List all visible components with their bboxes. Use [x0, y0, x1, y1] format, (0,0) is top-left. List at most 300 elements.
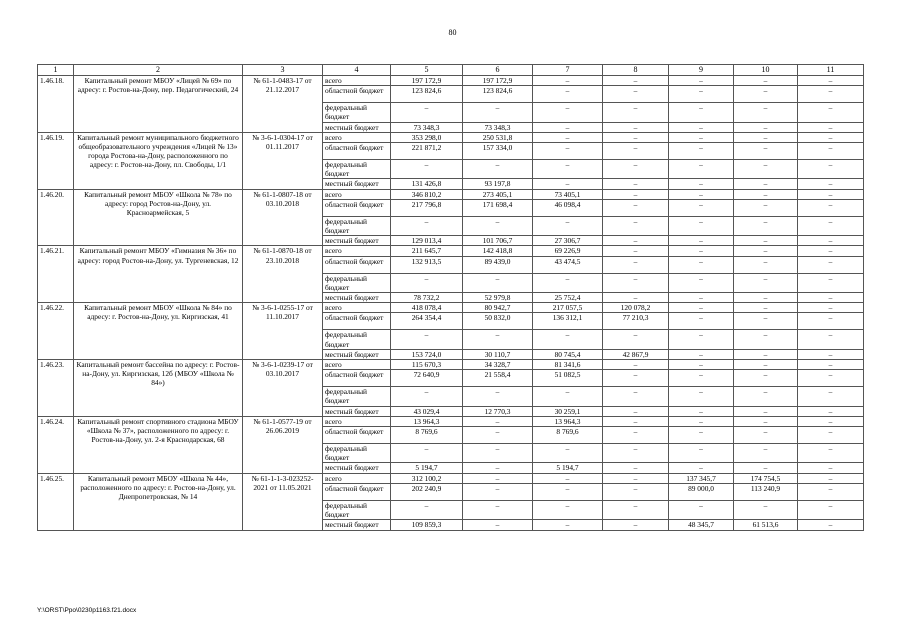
budget-type: федеральный бюджет — [323, 444, 391, 463]
budget-type: местный бюджет — [323, 463, 391, 473]
amount-cell: 46 098,4 — [533, 199, 603, 216]
amount-cell: – — [734, 143, 798, 160]
amount-cell: – — [603, 122, 669, 132]
amount-cell: – — [734, 236, 798, 246]
table-row — [38, 303, 864, 313]
amount-cell: – — [603, 160, 669, 179]
amount-cell: – — [463, 444, 533, 463]
amount-cell: – — [798, 246, 864, 256]
budget-type: всего — [323, 76, 391, 86]
amount-cell: 43 029,4 — [391, 406, 463, 416]
amount-cell: 51 082,5 — [533, 370, 603, 387]
amount-cell: 153 724,0 — [391, 349, 463, 359]
amount-cell: – — [669, 427, 734, 444]
amount-cell: – — [798, 370, 864, 387]
item-document: № 61-1-0577-19 от 26.06.2019 — [243, 416, 323, 473]
amount-cell: – — [669, 103, 734, 122]
table-row — [38, 76, 864, 86]
amount-cell: – — [463, 330, 533, 349]
amount-cell: – — [603, 500, 669, 519]
amount-cell: – — [669, 444, 734, 463]
amount-cell: – — [798, 360, 864, 370]
budget-type: областной бюджет — [323, 199, 391, 216]
amount-cell: – — [603, 86, 669, 103]
budget-type: местный бюджет — [323, 349, 391, 359]
budget-type: федеральный бюджет — [323, 273, 391, 292]
column-header-7: 7 — [533, 65, 603, 76]
amount-cell: 5 194,7 — [391, 463, 463, 473]
amount-cell: 80 745,4 — [533, 349, 603, 359]
amount-cell: – — [463, 473, 533, 483]
amount-cell: – — [533, 387, 603, 406]
amount-cell: – — [603, 416, 669, 426]
budget-type: федеральный бюджет — [323, 160, 391, 179]
amount-cell: – — [734, 406, 798, 416]
budget-table — [37, 64, 864, 531]
amount-cell: – — [463, 463, 533, 473]
amount-cell: 25 752,4 — [533, 293, 603, 303]
amount-cell: – — [463, 387, 533, 406]
budget-type: федеральный бюджет — [323, 330, 391, 349]
amount-cell: – — [533, 86, 603, 103]
amount-cell: – — [603, 483, 669, 500]
amount-cell: – — [533, 132, 603, 142]
amount-cell: – — [669, 416, 734, 426]
amount-cell: – — [533, 122, 603, 132]
amount-cell: – — [603, 256, 669, 273]
column-header-8: 8 — [603, 65, 669, 76]
amount-cell: – — [669, 216, 734, 235]
amount-cell: – — [798, 473, 864, 483]
amount-cell: – — [798, 463, 864, 473]
amount-cell: – — [463, 500, 533, 519]
amount-cell: – — [463, 427, 533, 444]
budget-type: федеральный бюджет — [323, 103, 391, 122]
amount-cell: – — [798, 179, 864, 189]
table-header-row — [38, 65, 864, 76]
amount-cell: – — [734, 189, 798, 199]
amount-cell: 101 706,7 — [463, 236, 533, 246]
amount-cell: – — [603, 387, 669, 406]
amount-cell: – — [798, 160, 864, 179]
budget-type: областной бюджет — [323, 483, 391, 500]
column-header-11: 11 — [798, 65, 864, 76]
item-document: № 61-1-1-3-023252-2021 от 11.05.2021 — [243, 473, 323, 530]
budget-type: всего — [323, 360, 391, 370]
amount-cell: – — [603, 189, 669, 199]
amount-cell: 174 754,5 — [734, 473, 798, 483]
amount-cell: – — [798, 216, 864, 235]
amount-cell: – — [734, 76, 798, 86]
amount-cell: – — [463, 160, 533, 179]
amount-cell: – — [734, 216, 798, 235]
amount-cell: – — [734, 416, 798, 426]
item-code: 1.46.24. — [38, 416, 74, 473]
item-description: Капитальный ремонт МБОУ «Школа № 78» по адресу: город Ростов-на-Дону, ул. Красноармейская, 5 — [74, 189, 243, 246]
amount-cell: 312 100,2 — [391, 473, 463, 483]
amount-cell: 12 770,3 — [463, 406, 533, 416]
amount-cell: – — [669, 236, 734, 246]
amount-cell: – — [669, 360, 734, 370]
item-code: 1.46.20. — [38, 189, 74, 246]
amount-cell: 69 226,9 — [533, 246, 603, 256]
amount-cell: – — [734, 360, 798, 370]
amount-cell: – — [603, 360, 669, 370]
amount-cell: 273 405,1 — [463, 189, 533, 199]
amount-cell: 346 810,2 — [391, 189, 463, 199]
amount-cell: – — [391, 160, 463, 179]
amount-cell: – — [669, 189, 734, 199]
column-header-6: 6 — [463, 65, 533, 76]
table-row — [38, 416, 864, 426]
amount-cell: – — [798, 427, 864, 444]
column-header-2: 2 — [74, 65, 243, 76]
amount-cell: – — [603, 293, 669, 303]
amount-cell: – — [463, 416, 533, 426]
budget-type: федеральный бюджет — [323, 500, 391, 519]
amount-cell: – — [669, 370, 734, 387]
amount-cell: – — [798, 256, 864, 273]
amount-cell: 30 259,1 — [533, 406, 603, 416]
amount-cell: – — [734, 313, 798, 330]
amount-cell: – — [669, 122, 734, 132]
amount-cell: – — [533, 444, 603, 463]
amount-cell: – — [463, 103, 533, 122]
budget-type: местный бюджет — [323, 179, 391, 189]
amount-cell: – — [798, 520, 864, 530]
amount-cell: – — [798, 76, 864, 86]
amount-cell: – — [533, 160, 603, 179]
amount-cell: – — [734, 160, 798, 179]
amount-cell: 61 513,6 — [734, 520, 798, 530]
amount-cell: – — [669, 86, 734, 103]
amount-cell: – — [734, 199, 798, 216]
budget-type: областной бюджет — [323, 86, 391, 103]
budget-type: областной бюджет — [323, 143, 391, 160]
amount-cell: – — [603, 199, 669, 216]
amount-cell: – — [734, 122, 798, 132]
amount-cell: – — [669, 293, 734, 303]
item-document: № 61-1-0807-18 от 03.10.2018 — [243, 189, 323, 246]
amount-cell: – — [734, 387, 798, 406]
amount-cell: – — [798, 416, 864, 426]
amount-cell: – — [734, 179, 798, 189]
amount-cell: – — [798, 330, 864, 349]
budget-type: областной бюджет — [323, 427, 391, 444]
amount-cell: – — [798, 406, 864, 416]
amount-cell: 123 824,6 — [463, 86, 533, 103]
amount-cell: 42 867,9 — [603, 349, 669, 359]
budget-type: областной бюджет — [323, 370, 391, 387]
amount-cell: – — [533, 483, 603, 500]
amount-cell: – — [391, 273, 463, 292]
amount-cell: – — [603, 143, 669, 160]
amount-cell: – — [669, 179, 734, 189]
amount-cell: – — [798, 143, 864, 160]
amount-cell: 13 964,3 — [533, 416, 603, 426]
amount-cell: 43 474,5 — [533, 256, 603, 273]
amount-cell: – — [533, 473, 603, 483]
budget-type: всего — [323, 132, 391, 142]
item-description: Капитальный ремонт МБОУ «Лицей № 69» по адресу: г. Ростов-на-Дону, пер. Педагогический, 24 — [74, 76, 243, 133]
amount-cell: – — [463, 273, 533, 292]
amount-cell: – — [603, 76, 669, 86]
amount-cell: – — [798, 236, 864, 246]
budget-type: всего — [323, 473, 391, 483]
amount-cell: – — [798, 444, 864, 463]
amount-cell: – — [603, 406, 669, 416]
item-description: Капитальный ремонт спортивного стадиона МБОУ «Школа № 37», расположенного по адресу: г. Ростов-на-Дону, ул. 2-я Краснодарская, 68 — [74, 416, 243, 473]
amount-cell: 217 796,8 — [391, 199, 463, 216]
amount-cell: – — [603, 179, 669, 189]
amount-cell: – — [533, 520, 603, 530]
amount-cell: – — [669, 76, 734, 86]
item-document: № 3-6-1-0255-17 от 11.10.2017 — [243, 303, 323, 360]
amount-cell: – — [669, 349, 734, 359]
column-header-4: 4 — [323, 65, 391, 76]
amount-cell: – — [603, 246, 669, 256]
item-description: Капитальный ремонт МБОУ «Школа № 84» по адресу: г. Ростов-на-Дону, ул. Киргизская, 41 — [74, 303, 243, 360]
amount-cell: – — [798, 349, 864, 359]
item-description: Капитальный ремонт МБОУ «Гимназия № 36» по адресу: город Ростов-на-Дону, ул. Тургеневская, 12 — [74, 246, 243, 303]
amount-cell: 197 172,9 — [391, 76, 463, 86]
amount-cell: 81 341,6 — [533, 360, 603, 370]
amount-cell: 171 698,4 — [463, 199, 533, 216]
amount-cell: 132 913,5 — [391, 256, 463, 273]
amount-cell: – — [463, 520, 533, 530]
amount-cell: 136 312,1 — [533, 313, 603, 330]
amount-cell: – — [798, 86, 864, 103]
amount-cell: – — [533, 179, 603, 189]
amount-cell: 5 194,7 — [533, 463, 603, 473]
amount-cell: 78 732,2 — [391, 293, 463, 303]
amount-cell: – — [734, 103, 798, 122]
amount-cell: 8 769,6 — [533, 427, 603, 444]
column-header-3: 3 — [243, 65, 323, 76]
amount-cell: – — [798, 189, 864, 199]
amount-cell: – — [603, 427, 669, 444]
amount-cell: – — [798, 199, 864, 216]
amount-cell: – — [734, 303, 798, 313]
amount-cell: 142 418,8 — [463, 246, 533, 256]
amount-cell: – — [603, 216, 669, 235]
amount-cell: 27 306,7 — [533, 236, 603, 246]
page-number: 80 — [448, 28, 457, 37]
amount-cell: – — [669, 273, 734, 292]
amount-cell: – — [798, 483, 864, 500]
amount-cell: 73 405,1 — [533, 189, 603, 199]
item-code: 1.46.23. — [38, 360, 74, 417]
item-description: Капитальный ремонт МБОУ «Школа № 44», расположенного по адресу: г. Ростов-на-Дону, ул. Днепропетровская, № 14 — [74, 473, 243, 530]
item-code: 1.46.25. — [38, 473, 74, 530]
table-row — [38, 189, 864, 199]
amount-cell: – — [603, 236, 669, 246]
amount-cell: – — [734, 500, 798, 519]
amount-cell: 73 348,3 — [391, 122, 463, 132]
budget-type: местный бюджет — [323, 293, 391, 303]
amount-cell: – — [463, 216, 533, 235]
amount-cell: – — [669, 387, 734, 406]
budget-type: федеральный бюджет — [323, 387, 391, 406]
amount-cell: 113 240,9 — [734, 483, 798, 500]
amount-cell: – — [603, 370, 669, 387]
amount-cell: – — [798, 500, 864, 519]
amount-cell: – — [669, 313, 734, 330]
budget-type: всего — [323, 303, 391, 313]
amount-cell: – — [463, 483, 533, 500]
column-header-9: 9 — [669, 65, 734, 76]
amount-cell: – — [734, 330, 798, 349]
amount-cell: 48 345,7 — [669, 520, 734, 530]
amount-cell: – — [669, 143, 734, 160]
amount-cell: 120 078,2 — [603, 303, 669, 313]
column-header-1: 1 — [38, 65, 74, 76]
budget-type: областной бюджет — [323, 256, 391, 273]
amount-cell: – — [533, 216, 603, 235]
amount-cell: 131 426,8 — [391, 179, 463, 189]
amount-cell: – — [603, 473, 669, 483]
amount-cell: – — [391, 103, 463, 122]
amount-cell: – — [391, 500, 463, 519]
amount-cell: – — [798, 122, 864, 132]
amount-cell: – — [798, 303, 864, 313]
amount-cell: – — [533, 143, 603, 160]
amount-cell: 202 240,9 — [391, 483, 463, 500]
amount-cell: 129 013,4 — [391, 236, 463, 246]
amount-cell: – — [734, 86, 798, 103]
amount-cell: 115 670,3 — [391, 360, 463, 370]
amount-cell: 250 531,8 — [463, 132, 533, 142]
amount-cell: – — [734, 273, 798, 292]
amount-cell: – — [798, 387, 864, 406]
amount-cell: – — [603, 103, 669, 122]
amount-cell: – — [734, 444, 798, 463]
amount-cell: – — [533, 76, 603, 86]
amount-cell: – — [798, 273, 864, 292]
budget-type: всего — [323, 246, 391, 256]
footer-file-path: Y:\ORST\Ppo\0230p1163.f21.docx — [37, 607, 137, 614]
amount-cell: – — [603, 463, 669, 473]
amount-cell: 80 942,7 — [463, 303, 533, 313]
amount-cell: – — [669, 246, 734, 256]
item-document: № 3-6-1-0239-17 от 03.10.2017 — [243, 360, 323, 417]
item-description: Капитальный ремонт муниципального бюджетного общеобразовательного учреждения «Лицей № 13» города Ростова-на-Дону, расположенного по адресу: г. Ростов-на-Дону, пл. Свободы, 1/1 — [74, 132, 243, 189]
amount-cell: – — [391, 444, 463, 463]
amount-cell: 8 769,6 — [391, 427, 463, 444]
amount-cell: – — [391, 216, 463, 235]
amount-cell: 197 172,9 — [463, 76, 533, 86]
amount-cell: – — [669, 463, 734, 473]
amount-cell: 13 964,3 — [391, 416, 463, 426]
budget-type: всего — [323, 189, 391, 199]
amount-cell: – — [734, 463, 798, 473]
table-row — [38, 132, 864, 142]
column-header-5: 5 — [391, 65, 463, 76]
amount-cell: 123 824,6 — [391, 86, 463, 103]
amount-cell: 109 859,3 — [391, 520, 463, 530]
amount-cell: 21 558,4 — [463, 370, 533, 387]
budget-type: областной бюджет — [323, 313, 391, 330]
amount-cell: – — [798, 132, 864, 142]
table-row — [38, 473, 864, 483]
column-header-10: 10 — [734, 65, 798, 76]
amount-cell: – — [734, 349, 798, 359]
amount-cell: 221 871,2 — [391, 143, 463, 160]
amount-cell: – — [603, 444, 669, 463]
amount-cell: – — [533, 273, 603, 292]
amount-cell: 264 354,4 — [391, 313, 463, 330]
table-row — [38, 360, 864, 370]
amount-cell: 50 832,0 — [463, 313, 533, 330]
amount-cell: 73 348,3 — [463, 122, 533, 132]
amount-cell: – — [603, 520, 669, 530]
item-code: 1.46.18. — [38, 76, 74, 133]
table-row — [38, 246, 864, 256]
amount-cell: – — [669, 256, 734, 273]
amount-cell: – — [669, 330, 734, 349]
amount-cell: – — [669, 500, 734, 519]
budget-type: местный бюджет — [323, 236, 391, 246]
amount-cell: – — [734, 246, 798, 256]
amount-cell: – — [798, 313, 864, 330]
amount-cell: – — [798, 103, 864, 122]
amount-cell: 211 645,7 — [391, 246, 463, 256]
amount-cell: – — [798, 293, 864, 303]
amount-cell: 137 345,7 — [669, 473, 734, 483]
budget-type: местный бюджет — [323, 122, 391, 132]
amount-cell: – — [603, 132, 669, 142]
amount-cell: 93 197,8 — [463, 179, 533, 189]
item-code: 1.46.22. — [38, 303, 74, 360]
budget-type: местный бюджет — [323, 520, 391, 530]
amount-cell: – — [533, 330, 603, 349]
amount-cell: – — [734, 256, 798, 273]
amount-cell: – — [603, 330, 669, 349]
amount-cell: 353 298,0 — [391, 132, 463, 142]
amount-cell: – — [734, 370, 798, 387]
amount-cell: – — [533, 103, 603, 122]
amount-cell: 157 334,0 — [463, 143, 533, 160]
item-document: № 61-1-0483-17 от 21.12.2017 — [243, 76, 323, 133]
item-code: 1.46.19. — [38, 132, 74, 189]
amount-cell: 72 640,9 — [391, 370, 463, 387]
amount-cell: 30 110,7 — [463, 349, 533, 359]
amount-cell: 418 078,4 — [391, 303, 463, 313]
amount-cell: – — [734, 427, 798, 444]
amount-cell: 34 328,7 — [463, 360, 533, 370]
amount-cell: – — [734, 132, 798, 142]
amount-cell: 89 439,0 — [463, 256, 533, 273]
amount-cell: – — [533, 500, 603, 519]
amount-cell: 217 057,5 — [533, 303, 603, 313]
amount-cell: – — [734, 293, 798, 303]
amount-cell: – — [603, 273, 669, 292]
table-body — [38, 76, 864, 531]
amount-cell: 89 000,0 — [669, 483, 734, 500]
item-document: № 3-6-1-0304-17 от 01.11.2017 — [243, 132, 323, 189]
budget-type: федеральный бюджет — [323, 216, 391, 235]
amount-cell: – — [669, 132, 734, 142]
amount-cell: – — [391, 387, 463, 406]
item-document: № 61-1-0870-18 от 23.10.2018 — [243, 246, 323, 303]
item-code: 1.46.21. — [38, 246, 74, 303]
budget-type: местный бюджет — [323, 406, 391, 416]
amount-cell: – — [669, 199, 734, 216]
amount-cell: – — [391, 330, 463, 349]
amount-cell: – — [669, 160, 734, 179]
amount-cell: – — [669, 406, 734, 416]
budget-type: всего — [323, 416, 391, 426]
